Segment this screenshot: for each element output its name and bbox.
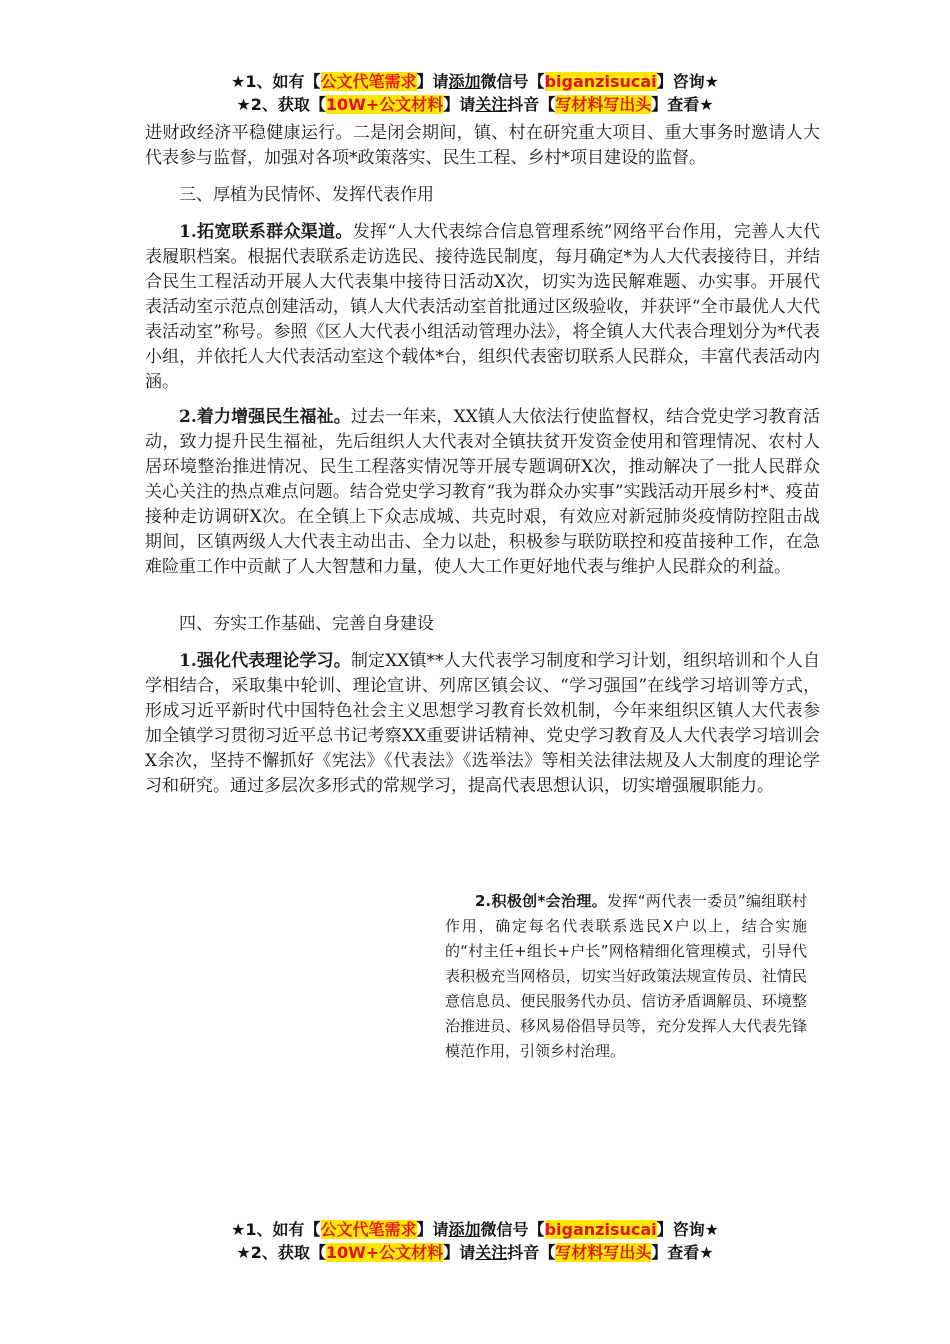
item-lead: 1.强化代表理论学习。 bbox=[179, 651, 351, 671]
intro-paragraph: 进财政经济平稳健康运行。二是闭会期间，镇、村在研究重大项目、重大事务时邀请人大代表参与监督，加强对各项*政策落实、民生工程、乡村*项目建设的监督。 bbox=[145, 123, 820, 168]
promo-line-2 bbox=[0, 93, 950, 116]
promo-line-1 bbox=[0, 70, 950, 93]
promo-text: 】咨询★ bbox=[656, 72, 719, 91]
section-3-item-1 bbox=[145, 220, 820, 395]
promo-highlight: 10W+公文材料 bbox=[325, 1243, 444, 1262]
promo-underlined: 关注 bbox=[475, 95, 508, 114]
footer-promo-banner bbox=[0, 1218, 950, 1264]
item-body: 发挥“两代表一委员”编组联村作用，确定每名代表联系选民X户以上，结合实施的“村主任+组长+户长”网格精细化管理模式，引导代表积极充当网格员，切实当好政策法规宣传员、社情民意信息员、便民服务代办员、信访矛盾调解员、环境整治推进员、移风易俗倡导员等，充分发挥人大代表先锋模范作用，引领乡村治理。 bbox=[445, 892, 808, 1060]
promo-underlined: 添加 bbox=[448, 72, 481, 91]
promo-douyin-id: 写材料写出头 bbox=[555, 1243, 652, 1262]
promo-text: 】查看★ bbox=[651, 1243, 714, 1262]
promo-line-1 bbox=[0, 1218, 950, 1241]
section-4-item-2 bbox=[445, 889, 807, 1064]
section-4-heading: 四、夯实工作基础、完善自身建设 bbox=[179, 614, 434, 634]
document-body bbox=[145, 121, 820, 799]
promo-wechat-id: biganzisucai bbox=[544, 1220, 657, 1239]
item-body: 制定XX镇**人大代表学习制度和学习计划，组织培训和个人自学相结合，采取集中轮训、理论宣讲、列席区镇会议、“学习强国”在线学习培训等方式，形成习近平新时代中国特色社会主义思想学习教育长效机制，今年来组织区镇人大代表参加全镇学习贯彻习近平总书记考察XX重要讲话精神、党史学习教育及人大代表学习培训会X余次，坚持不懈抓好《宪法》《代表法》《选举法》等相关法律法规及人大制度的理论学习和研究。通过多层次多形式的常规学习，提高代表思想认识，切实增强履职能力。 bbox=[145, 651, 820, 796]
promo-underlined: 关注 bbox=[475, 1243, 508, 1262]
promo-text: 微信号【 bbox=[480, 1220, 545, 1239]
promo-text: 】咨询★ bbox=[656, 1220, 719, 1239]
item-body: 发挥“人大代表综合信息管理系统”网络平台作用，完善人大代表履职档案。根据代表联系走访选民、接待选民制度，每月确定*为人大代表接待日，并结合民生工程活动开展人大代表集中接待日活动X次，切实为选民解难题、办实事。开展代表活动室示范点创建活动，镇人大代表活动室首批通过区级验收，并获评“全市最优人大代表活动室”称号。参照《区人大代表小组活动管理办法》，将全镇人大代表合理划分为*代表小组，并依托人大代表活动室这个载体*台，组织代表密切联系人民群众，丰富代表活动内涵。 bbox=[145, 222, 820, 392]
promo-douyin-id: 写材料写出头 bbox=[555, 95, 652, 114]
section-4-item-1 bbox=[145, 649, 820, 799]
promo-text: 】请 bbox=[416, 1220, 449, 1239]
section-3-heading: 三、厚植为民情怀、发挥代表作用 bbox=[179, 185, 434, 205]
item-lead: 2.积极创*会治理。 bbox=[475, 892, 608, 910]
promo-wechat-id: biganzisucai bbox=[544, 72, 657, 91]
promo-text: 】请 bbox=[416, 72, 449, 91]
promo-line-2 bbox=[0, 1241, 950, 1264]
promo-text: 抖音【 bbox=[507, 1243, 556, 1262]
promo-highlight: 10W+公文材料 bbox=[325, 95, 444, 114]
section-4-item-2-box bbox=[445, 889, 807, 1064]
item-lead: 2.着力增强民生福祉。 bbox=[179, 407, 351, 427]
promo-text: 】请 bbox=[443, 1243, 476, 1262]
promo-text: ★2、获取【 bbox=[236, 95, 326, 114]
header-promo-banner bbox=[0, 70, 950, 116]
item-lead: 1.拓宽联系群众渠道。 bbox=[179, 222, 353, 242]
promo-text: 微信号【 bbox=[480, 72, 545, 91]
promo-text: ★1、如有【 bbox=[231, 72, 321, 91]
promo-text: 抖音【 bbox=[507, 95, 556, 114]
promo-highlight: 公文代笔需求 bbox=[320, 72, 417, 91]
promo-highlight: 公文代笔需求 bbox=[320, 1220, 417, 1239]
promo-text: 】查看★ bbox=[651, 95, 714, 114]
promo-underlined: 添加 bbox=[448, 1220, 481, 1239]
section-3-item-2 bbox=[145, 405, 820, 580]
item-body: 过去一年来，XX镇人大依法行使监督权，结合党史学习教育活动，致力提升民生福祉，先后组织人大代表对全镇扶贫开发资金使用和管理情况、农村人居环境整治推进情况、民生工程落实情况等开展专题调研X次，推动解决了一批人民群众关心关注的热点难点问题。结合党史学习教育“我为群众办实事”实践活动开展乡村*、疫苗接种走访调研X次。在全镇上下众志成城、共克时艰，有效应对新冠肺炎疫情防控阻击战期间，区镇两级人大代表主动出击、全力以赴，积极参与联防联控和疫苗接种工作，在急难险重工作中贡献了人大智慧和力量，使人大工作更好地代表与维护人民群众的利益。 bbox=[145, 407, 820, 577]
promo-text: 】请 bbox=[443, 95, 476, 114]
promo-text: ★2、获取【 bbox=[236, 1243, 326, 1262]
promo-text: ★1、如有【 bbox=[231, 1220, 321, 1239]
